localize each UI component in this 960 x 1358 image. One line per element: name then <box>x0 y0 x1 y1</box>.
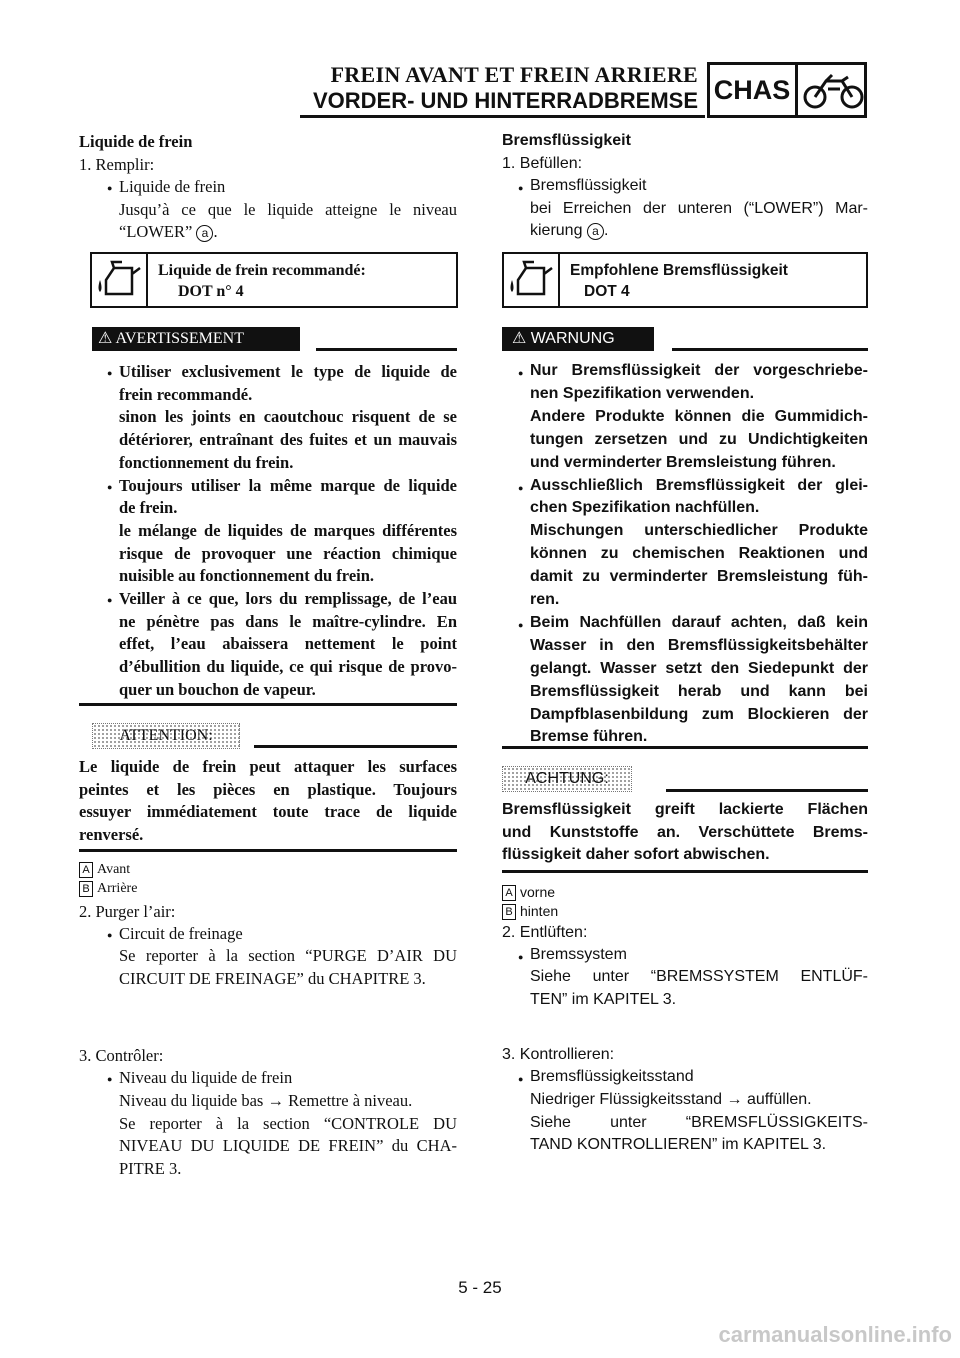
fr-legend-b: B Arrière <box>79 881 137 897</box>
de-step1-text-2: kierung a . <box>530 222 609 239</box>
de-step3-text-1: Niedriger Flüssigkeitsstand → auffüllen. <box>530 1091 812 1108</box>
fr-warning-line: effet, l’eau abaissera nettement le point <box>119 634 457 654</box>
de-warning-line: Andere Produkte können die Gummidich- <box>530 407 868 425</box>
de-step2-text-1: Siehe unter “BREMSSYSTEM ENTLÜF- <box>530 968 868 985</box>
de-warning-line: ren. <box>530 591 560 608</box>
fr-attention-label: ATTENTION: <box>92 723 240 749</box>
fr-warning-line: de frein. <box>119 498 178 518</box>
de-step1-text: bei Erreichen der unteren (“LOWER”) Mar- <box>530 200 868 217</box>
motorcycle-icon <box>802 71 866 111</box>
fr-warning-line: ne pénètre pas dans le maître-cylindre. En <box>119 611 457 631</box>
fr-step2: 2. Purger l’air: <box>79 902 176 921</box>
de-step1: 1. Befüllen: <box>502 155 583 172</box>
de-attention-line: und Kunststoffe an. Verschüttete Brems- <box>502 823 868 841</box>
fr-warning-line: le mélange de liquides de marques différentes <box>119 520 457 540</box>
fr-warning-line: sinon les joints en caoutchouc risquent de se <box>119 407 457 427</box>
fr-heading: Liquide de frein <box>79 132 193 151</box>
de-warning-line: und verminderter Bremsleistung führen. <box>530 453 836 471</box>
fr-step2-text-1: Se reporter à la section “PURGE D’AIR DU <box>119 946 457 965</box>
fr-attention-line: Le liquide de frein peut attaquer les surfaces <box>79 757 457 776</box>
de-spec-title: Empfohlene Bremsflüssigkeit <box>570 262 788 279</box>
section-badge <box>707 62 867 118</box>
de-step2-text-2: TEN” im KAPITEL 3. <box>530 991 677 1008</box>
fr-attention-line: renversé. <box>79 825 144 845</box>
de-warning-line: damit zu verminderter Bremsleistung füh- <box>530 568 868 586</box>
header-rule <box>300 115 705 118</box>
de-step3-text-2: Siehe unter “BREMSFLÜSSIGKEITS- <box>530 1114 868 1131</box>
fr-warning-line: ● Utiliser exclusivement le type de liquide de <box>119 362 457 382</box>
de-step2: 2. Entlüften: <box>502 924 588 941</box>
fr-attention-line: essuyer immédiatement toute trace de liquide <box>79 802 457 822</box>
fr-warning-line: frein recommandé. <box>119 384 253 404</box>
section-code: CHAS <box>713 75 791 105</box>
de-warning-line: ● Nur Bremsflüssigkeit der vorgeschriebe- <box>530 362 868 380</box>
marker-a: a <box>196 225 213 242</box>
fr-step3-text-3: NIVEAU DU LIQUIDE DE FREIN” du CHA- <box>119 1136 457 1155</box>
de-step2-item: ● Bremssystem <box>530 946 627 964</box>
de-warning-line: können zu chemischen Reaktionen und <box>530 545 868 563</box>
fr-spec-value: DOT n° 4 <box>178 283 244 300</box>
fr-step3-text-4: PITRE 3. <box>119 1159 182 1178</box>
fr-attention-line: peintes et les pièces en plastique. Toujours <box>79 779 457 799</box>
fr-warning-line: ● Veiller à ce que, lors du remplissage, de l’eau <box>119 589 457 609</box>
fr-spec-box <box>90 252 458 308</box>
oil-can-icon <box>92 254 148 306</box>
fr-step2-text-2: CIRCUIT DE FREINAGE” du CHAPITRE 3. <box>119 969 426 988</box>
de-warning-line: Wasser in den Bremsflüssigkeitsbehälter <box>530 636 868 654</box>
fr-step3: 3. Contrôler: <box>79 1046 164 1065</box>
de-legend-a: A vorne <box>502 884 555 901</box>
de-legend-b: B hinten <box>502 903 558 920</box>
fr-warning-label: ⚠ AVERTISSEMENT <box>92 327 300 351</box>
fr-spec-title: Liquide de frein recommandé: <box>158 262 366 279</box>
fr-step3-item: ● Niveau du liquide de frein <box>119 1068 292 1088</box>
fr-step3-text-1: Niveau du liquide bas → Remettre à niveau. <box>119 1091 413 1110</box>
fr-warning-line: nuisible au fonctionnement du frein. <box>119 566 375 586</box>
de-heading: Bremsflüssigkeit <box>502 132 631 149</box>
fr-legend-a: A Avant <box>79 862 130 878</box>
oil-can-icon <box>504 254 560 306</box>
fr-warning-line: fonctionnement du frein. <box>119 452 294 472</box>
de-warning-line: ● Ausschließlich Bremsflüssigkeit der glei- <box>530 477 868 495</box>
page-number: 5 - 25 <box>458 1278 502 1297</box>
de-warning-line: nen Spezifikation verwenden. <box>530 384 755 402</box>
de-warning-line: gelangt. Wasser setzt den Siedepunkt der <box>530 659 868 677</box>
de-warning-label: ⚠ WARNUNG <box>502 327 654 351</box>
marker-a: a <box>587 223 604 240</box>
de-attention-line: flüssigkeit daher sofort abwischen. <box>502 846 770 864</box>
de-warning-line: Bremsflüssigkeit herab und kann bei <box>530 682 868 700</box>
fr-step1-text: Jusqu’à ce que le liquide atteigne le niveau <box>119 200 457 219</box>
de-warning-line: Bremse führen. <box>530 728 648 746</box>
de-spec-box <box>502 252 868 308</box>
de-warning-line: Mischungen unterschiedlicher Produkte <box>530 522 868 540</box>
fr-warning-line: quer un bouchon de vapeur. <box>119 679 316 699</box>
de-step1-item: ● Bremsflüssigkeit <box>530 177 646 195</box>
de-attention-label: ACHTUNG: <box>502 766 632 792</box>
fr-step1: 1. Remplir: <box>79 155 155 174</box>
de-warning-line: chen Spezifikation nachfüllen. <box>530 499 760 517</box>
fr-step3-text-2: Se reporter à la section “CONTROLE DU <box>119 1114 457 1133</box>
fr-warning-line: détériorer, entraînant des fuites et un mauvais <box>119 430 457 450</box>
de-warning-line: Dampfblasenbildung zum Blockieren der <box>530 705 868 723</box>
de-attention-line: Bremsflüssigkeit greift lackierte Flächen <box>502 801 868 818</box>
de-spec-value: DOT 4 <box>584 283 630 300</box>
title-german: VORDER- UND HINTERRADBREMSE <box>312 88 698 113</box>
de-warning-line: tungen zersetzen und zu Undichtigkeiten <box>530 430 868 448</box>
fr-warning-line: ● Toujours utiliser la même marque de liquide <box>119 476 457 496</box>
fr-step1-text-2: “LOWER” a . <box>119 222 218 241</box>
de-step3: 3. Kontrollieren: <box>502 1046 615 1063</box>
fr-step2-item: ● Circuit de freinage <box>119 924 243 944</box>
fr-warning-line: risque de provoquer une réaction chimique <box>119 543 457 563</box>
de-step3-item: ● Bremsflüssigkeitsstand <box>530 1068 694 1086</box>
title-french: FREIN AVANT ET FREIN ARRIERE <box>330 62 698 87</box>
de-step3-text-3: TAND KONTROLLIEREN” im KAPITEL 3. <box>530 1136 827 1153</box>
watermark: carmanualsonline.info <box>718 1322 952 1347</box>
fr-step1-item: ● Liquide de frein <box>119 177 225 197</box>
fr-warning-line: d’ébullition du liquide, ce qui risque de provo- <box>119 657 457 677</box>
de-warning-line: ● Beim Nachfüllen darauf achten, daß kein <box>530 614 868 632</box>
